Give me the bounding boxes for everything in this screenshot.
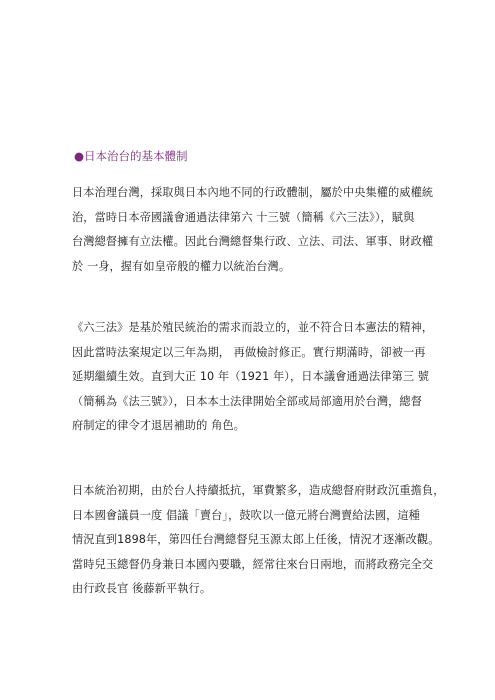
paragraph-line: 日本統治初期，由於台人持續抵抗，軍費繁多，造成總督府財政沉重擔負， xyxy=(72,484,445,497)
paragraph-line: 延期繼續生效。直到大正 10 年（1921 年），日本議會通過法律第三 號 xyxy=(72,370,430,383)
section-heading: ●日本治台的基本體制 xyxy=(74,149,188,163)
paragraph-line: 情況直到1898年，第四任台灣總督兒玉源太郎上任後，情況才逐漸改觀。 xyxy=(72,533,440,546)
paragraph-3 xyxy=(72,479,445,602)
paragraph-line: 治，當時日本帝國議會通過法律第六 十三號（簡稱《六三法》），賦與 xyxy=(72,210,415,224)
paragraph-line: 《六三法》是基於殖民統治的需求而設立的，並不符合日本憲法的精神， xyxy=(72,321,434,334)
paragraph-line: 由行政長官 後藤新平執行。 xyxy=(72,582,212,595)
paragraph-line: （簡稱為《法三號》），日本本土法律開始全部或局部適用於台灣，總督 xyxy=(72,394,423,408)
paragraph-line: 台灣總督擁有立法權。因此台灣總督集行政、立法、司法、軍事、財政權 xyxy=(72,235,434,248)
paragraph-line: 府制定的律令才退居補助的 角色。 xyxy=(72,419,245,432)
paragraph-line: 日本治理台灣，採取與日本內地不同的行政體制，屬於中央集權的威權統 xyxy=(72,186,434,199)
paragraph-line: 因此當時法案規定以三年為期， 再做檢討修正。實行期滿時，卻被一再 xyxy=(72,345,426,359)
paragraph-1 xyxy=(72,181,432,279)
paragraph-line: 當時兒玉總督仍身兼日本國內要職，經常往來台日兩地，而將政務完全交 xyxy=(72,557,434,571)
paragraph-line: 日本國會議員一度 倡議「賣台」，鼓吹以一億元將台灣賣給法國，這種 xyxy=(72,508,420,522)
paragraph-line: 於 一身，握有如皇帝般的權力以統治台灣。 xyxy=(72,259,291,273)
paragraph-2 xyxy=(72,316,432,439)
